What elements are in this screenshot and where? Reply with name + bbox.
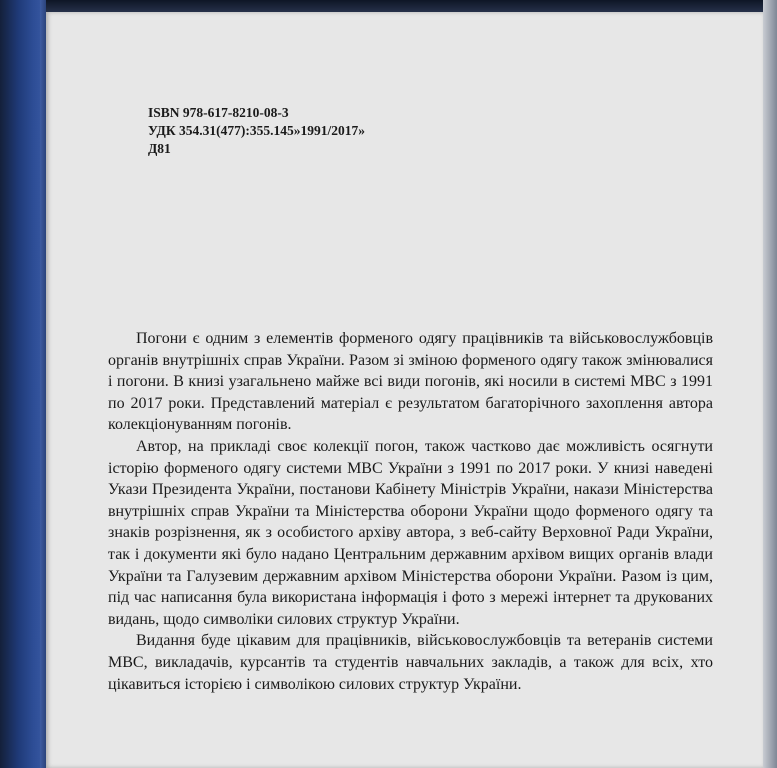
author-code-line: Д81: [148, 141, 171, 156]
book-right-edge: [763, 0, 777, 768]
paragraph-1: Погони є одним з елементів форменого одягу працівників та військовослужбовців органів внутрішніх справ України. Разом зі зміною форменого одягу також змінювалися і погони. В книзі узагальнено майже всі види погонів, які носили в системі МВС з 1991 по 2017 роки. Представлений матеріал є результатом багаторічного захоплення автора колекціонуванням погонів.: [108, 330, 713, 434]
paragraph-3: Видання буде цікавим для працівників, військовослужбовців та ветеранів системи МВС, викладачів, курсантів та студентів навчальних закладів, а також для всіх, хто цікавиться історією і символікою силових структур України.: [108, 632, 713, 693]
udk-line: УДК 354.31(477):355.145»1991/2017»: [148, 123, 365, 138]
bibliographic-block: [148, 104, 365, 158]
isbn-line: ISBN 978-617-8210-08-3: [148, 105, 289, 120]
book-spine: [0, 0, 46, 768]
paragraph-2: Автор, на прикладі своє колекції погон, також частково дає можливість осягнути історію форменого одягу системи МВС України з 1991 по 2017 роки. У книзі наведені Укази Президента України, постанови Кабінету Міністрів України, накази Міністерства внутрішніх справ України та Міністерства оборони України щодо форменого одягу та знаків розрізнення, як з особистого архіву автора, з веб-сайту Верховної Ради України, так і документи які було надано Центральним державним архівом вищих органів влади України та Галузевим державним архівом Міністерства оборони України. Разом із цим, під час написання була використана інформація і фото з мережі інтернет та друкованих видань, щодо символіки силових структур України.: [108, 437, 713, 628]
book-page: [46, 12, 763, 768]
annotation-text: [108, 328, 713, 695]
